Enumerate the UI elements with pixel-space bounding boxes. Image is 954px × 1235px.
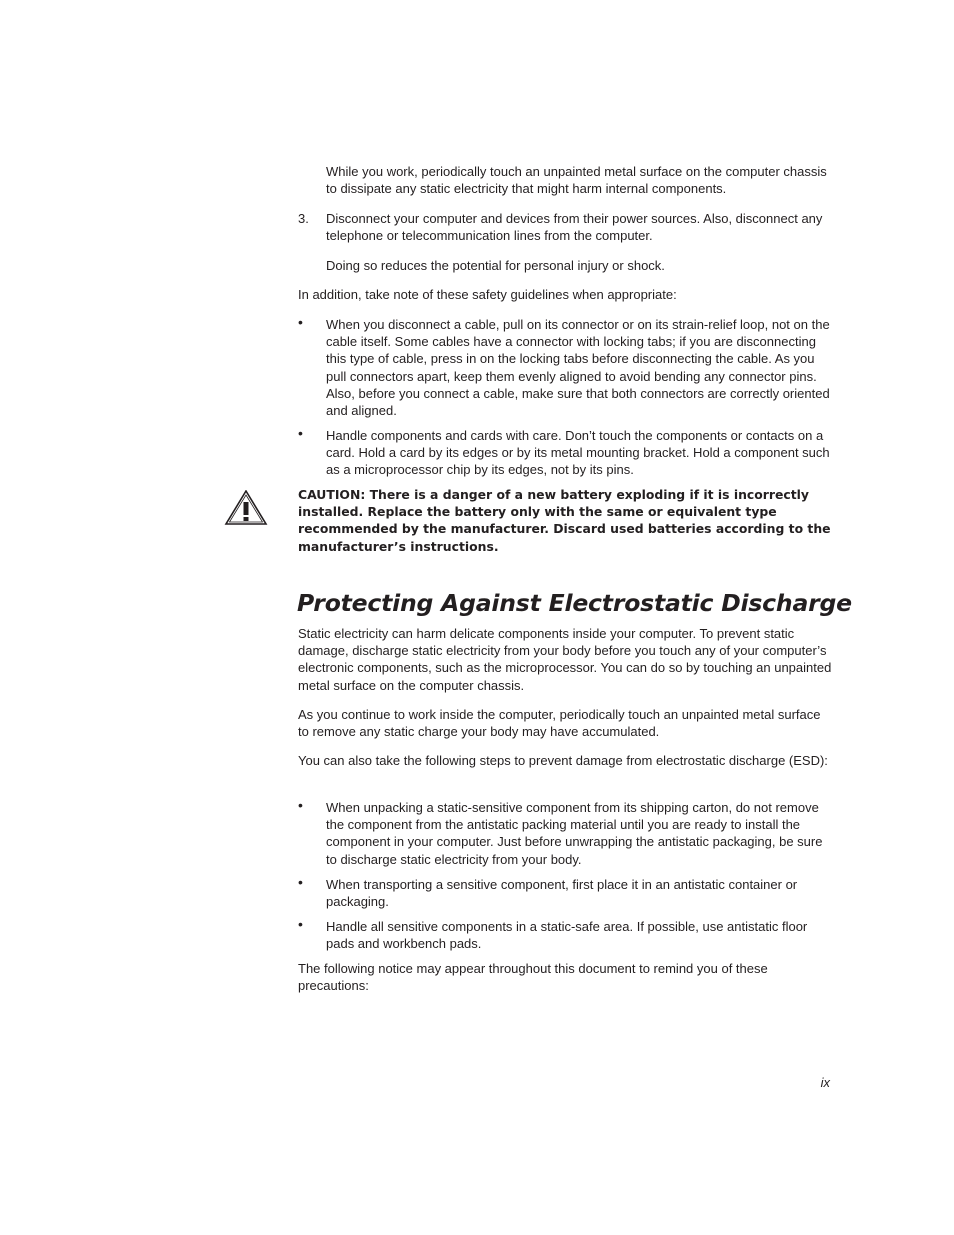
step-note: Doing so reduces the potential for personal injury or shock. [326,258,665,273]
step-number: 3. [298,211,309,226]
esd-bullet-item: When transporting a sensitive component, first place it in an antistatic container or packaging. [326,877,798,910]
bullet-glyph: • [298,916,303,932]
safety-intro: In addition, take note of these safety guidelines when appropriate: [298,287,677,302]
esd-paragraph: Static electricity can harm delicate components inside your computer. To prevent static damage, discharge static electricity from your body before you touch any of your computer’s electronic components, such as the microprocessor. You can do so by touching an unpainted metal surface on the computer chassis. [298,626,832,693]
esd-bullet-item: Handle all sensitive components in a static-safe area. If possible, use antistatic floor pads and workbench pads. [326,919,808,952]
esd-bullet-item: When unpacking a static-sensitive component from its shipping carton, do not remove the component from the antistatic packing material until you are ready to install the component in your computer. Just before unwrapping the antistatic packaging, be sure to discharge static electricity from your body. [326,800,823,867]
caution-notice: CAUTION: There is a danger of a new battery exploding if it is incorrectly installed. Replace the battery only with the same or equivalent type recommended by the manufacturer. Discard used batteries according to the manufacturer’s instructions. [298,487,831,554]
caution-triangle-icon [224,490,268,526]
closing-paragraph: The following notice may appear throughout this document to remind you of these precautions: [298,961,768,994]
bullet-glyph: • [298,314,303,330]
step-text: Disconnect your computer and devices from their power sources. Also, disconnect any telephone or telecommunication lines from the computer. [326,211,823,244]
esd-paragraph: You can also take the following steps to prevent damage from electrostatic discharge (ESD): [298,753,828,768]
page-number: ix [820,1075,830,1090]
bullet-glyph: • [298,425,303,441]
section-heading: Protecting Against Electrostatic Discharge [297,589,852,617]
safety-bullet-item: Handle components and cards with care. Don’t touch the components or contacts on a card. Hold a card by its edges or by its metal mounting bracket. Hold a component such as a microprocessor chip by its edges, not by its pins. [326,428,830,478]
bullet-glyph: • [298,874,303,890]
bullet-glyph: • [298,797,303,813]
safety-bullet-item: When you disconnect a cable, pull on its connector or on its strain-relief loop, not on the cable itself. Some cables have a connector with locking tabs; if you are disconnecting this type of cable, press in on the locking tabs before disconnecting the cable. As you pull connectors apart, keep them evenly aligned to avoid bending any connector pins. Also, before you connect a cable, make sure that both connectors are correctly oriented and aligned. [326,317,830,419]
esd-paragraph: As you continue to work inside the computer, periodically touch an unpainted metal surface to remove any static charge your body may have accumulated. [298,707,821,740]
static-discharge-paragraph: While you work, periodically touch an unpainted metal surface on the computer chassis to dissipate any static electricity that might harm internal components. [326,164,827,197]
